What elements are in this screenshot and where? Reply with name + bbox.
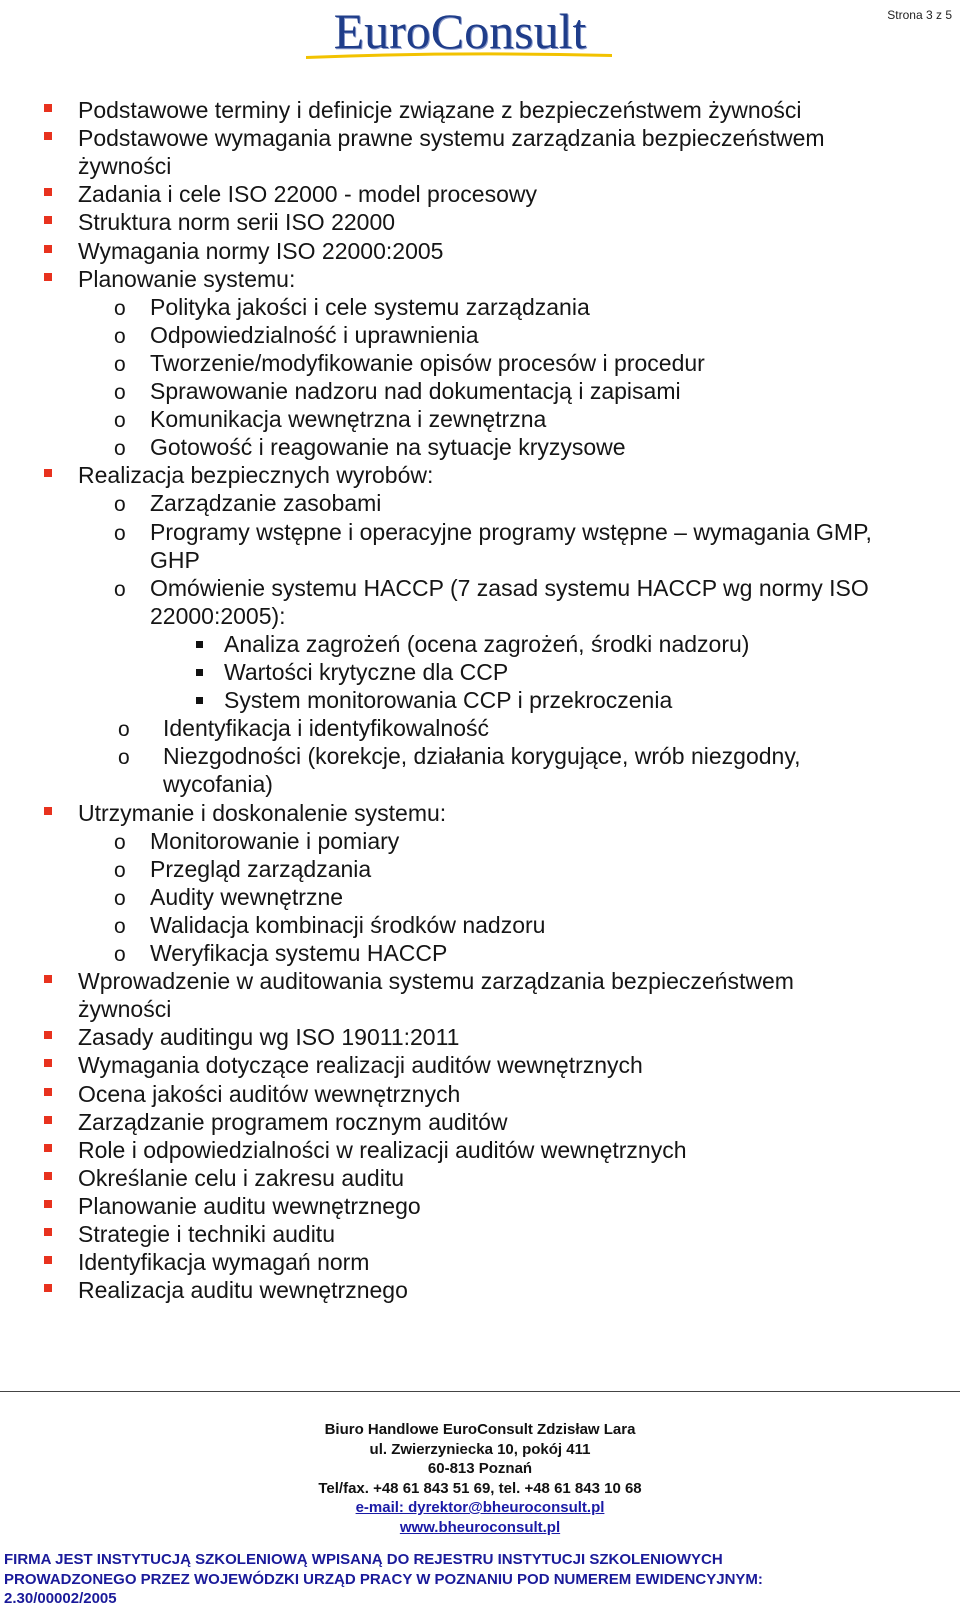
topic-line: Polityka jakości i cele systemu zarządzania [150,294,590,320]
footer-contact [0,1420,960,1537]
bullet-circle-icon: o [114,297,126,320]
topic-line: Weryfikacja systemu HACCP [150,940,448,966]
bullet-square-icon [44,1284,52,1292]
topic-line: Wartości krytyczne dla CCP [224,659,509,685]
bullet-square-icon [44,104,52,112]
footer-email-link[interactable]: e-mail: dyrektor@bheuroconsult.pl [355,1499,605,1516]
topic-line: Wprowadzenie w auditowania systemu zarządzania bezpieczeństwem [78,968,794,994]
bullet-black-square-icon [196,641,203,648]
bullet-square-icon [44,1228,52,1236]
topic-line: Podstawowe terminy i definicje związane z bezpieczeństwem żywności [78,97,802,123]
topic-line: Realizacja bezpiecznych wyrobów: [78,462,434,488]
topic-line: Odpowiedzialność i uprawnienia [150,322,479,348]
bullet-square-icon [44,1059,52,1067]
topic-line: Role i odpowiedzialności w realizacji auditów wewnętrznych [78,1137,687,1163]
bullet-square-icon [44,273,52,281]
topic-line: Struktura norm serii ISO 22000 [78,209,396,235]
bullet-square-icon [44,216,52,224]
topic-line: System monitorowania CCP i przekroczenia [224,687,673,713]
topic-line: Identyfikacja i identyfikowalność [163,715,489,741]
footer-company: Biuro Handlowe EuroConsult Zdzisław Lara [324,1421,636,1438]
topic-line: Ocena jakości auditów wewnętrznych [78,1081,461,1107]
bullet-square-icon [44,1088,52,1096]
logo-text: EuroConsult [333,3,587,59]
registry-line-1: FIRMA JEST INSTYTUCJĄ SZKOLENIOWĄ WPISANĄ DO REJESTRU INSTYTUCJI SZKOLENIOWYCH [4,1551,723,1568]
bullet-circle-icon: o [114,915,126,938]
bullet-circle-icon: o [114,859,126,882]
bullet-circle-icon: o [114,437,126,460]
bullet-circle-icon: o [118,718,130,741]
topic-line: GHP [150,547,200,573]
topic-line: Analiza zagrożeń (ocena zagrożeń, środki nadzoru) [224,631,750,657]
logo-swoosh-icon [306,50,612,60]
bullet-circle-icon: o [114,409,126,432]
bullet-circle-icon: o [114,353,126,376]
topic-line: Audity wewnętrzne [150,884,344,910]
bullet-square-icon [44,1256,52,1264]
bullet-circle-icon: o [114,887,126,910]
topic-line: Gotowość i reagowanie na sytuacje kryzysowe [150,434,626,460]
bullet-circle-icon: o [114,522,126,545]
bullet-square-icon [44,469,52,477]
footer-website-link[interactable]: www.bheuroconsult.pl [399,1518,561,1536]
topic-line: Omówienie systemu HACCP (7 zasad systemu HACCP wg normy ISO [150,575,869,601]
topic-line: Zarządzanie programem rocznym auditów [78,1109,508,1135]
bullet-circle-icon: o [114,831,126,854]
topic-line: Strategie i techniki auditu [78,1221,335,1247]
euroconsult-logo [302,0,618,62]
topic-line: wycofania) [163,771,273,797]
bullet-circle-icon: o [118,746,130,769]
bullet-square-icon [44,188,52,196]
bullet-circle-icon: o [114,578,126,601]
topic-line: Sprawowanie nadzoru nad dokumentacją i zapisami [150,378,681,404]
footer-divider [0,1391,960,1392]
bullet-circle-icon: o [114,381,126,404]
topic-line: 22000:2005): [150,603,286,629]
topic-line: Walidacja kombinacji środków nadzoru [150,912,546,938]
topic-line: żywności [78,996,172,1022]
topic-line: Określanie celu i zakresu auditu [78,1165,404,1191]
topic-line: Monitorowanie i pomiary [150,828,400,854]
bullet-square-icon [44,1031,52,1039]
topic-line: Planowanie auditu wewnętrznego [78,1193,421,1219]
bullet-square-icon [44,1200,52,1208]
registry-note [4,1550,954,1609]
topic-line: Przegląd zarządzania [150,856,372,882]
topic-line: Utrzymanie i doskonalenie systemu: [78,800,447,826]
bullet-black-square-icon [196,669,203,676]
topic-line: Podstawowe wymagania prawne systemu zarządzania bezpieczeństwem [78,125,825,151]
topic-line: Zasady auditingu wg ISO 19011:2011 [78,1024,460,1050]
topic-line: Planowanie systemu: [78,266,296,292]
bullet-circle-icon: o [114,943,126,966]
bullet-square-icon [44,132,52,140]
registry-line-3: 2.30/00002/2005 [4,1590,117,1607]
bullet-circle-icon: o [114,493,126,516]
bullet-square-icon [44,1144,52,1152]
topic-line: Identyfikacja wymagań norm [78,1249,370,1275]
bullet-square-icon [44,807,52,815]
bullet-square-icon [44,1172,52,1180]
bullet-square-icon [44,975,52,983]
registry-line-2: PROWADZONEGO PRZEZ WOJEWÓDZKI URZĄD PRACY W POZNANIU POD NUMEREM EWIDENCYJNYM: [4,1570,763,1588]
bullet-square-icon [44,245,52,253]
topic-line: Wymagania dotyczące realizacji auditów wewnętrznych [78,1052,643,1078]
topic-line: Realizacja auditu wewnętrznego [78,1277,408,1303]
footer-phone: Tel/fax. +48 61 843 51 69, tel. +48 61 843 10 68 [318,1479,642,1497]
bullet-black-square-icon [196,697,203,704]
topic-line: Programy wstępne i operacyjne programy wstępne – wymagania GMP, [150,519,872,545]
topic-line: Tworzenie/modyfikowanie opisów procesów i procedur [150,350,705,376]
topic-line: Komunikacja wewnętrzna i zewnętrzna [150,406,547,432]
topic-line: żywności [78,153,172,179]
footer-city: 60-813 Poznań [427,1460,533,1477]
bullet-circle-icon: o [114,325,126,348]
topic-line: Zarządzanie zasobami [150,490,382,516]
footer-street: ul. Zwierzyniecka 10, pokój 411 [369,1440,591,1458]
topic-line: Niezgodności (korekcje, działania korygujące, wrób niezgodny, [163,743,801,769]
bullet-square-icon [44,1116,52,1124]
page-number: Strona 3 z 5 [887,8,952,22]
topic-line: Wymagania normy ISO 22000:2005 [78,238,444,264]
topic-line: Zadania i cele ISO 22000 - model procesowy [78,181,537,207]
